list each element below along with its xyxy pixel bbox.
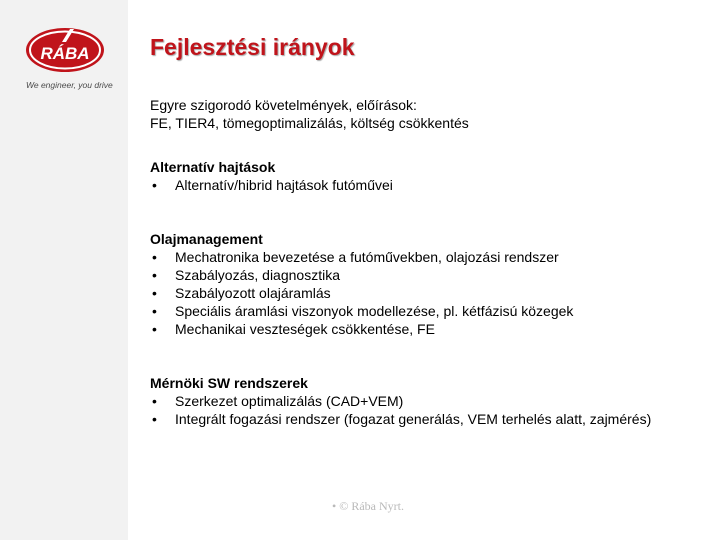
bullet-text: Mechatronika bevezetése a futóművekben, olajozási rendszer <box>175 249 559 265</box>
bullet-item <box>150 266 690 284</box>
bullet-marker: • <box>152 321 157 337</box>
slide-content <box>150 96 690 428</box>
bullet-text: Szabályozás, diagnosztika <box>175 267 340 283</box>
section-heading: Alternatív hajtások <box>150 159 276 175</box>
section-heading: Olajmanagement <box>150 231 263 247</box>
bullet-text: Szerkezet optimalizálás (CAD+VEM) <box>175 393 404 409</box>
slide-title: Fejlesztési irányok <box>150 34 355 60</box>
bullet-marker: • <box>152 303 157 319</box>
bullet-item <box>150 284 690 302</box>
bullet-marker: • <box>152 393 157 409</box>
bullet-marker: • <box>152 177 157 193</box>
bullet-item <box>150 302 690 320</box>
sidebar-band <box>0 0 128 540</box>
bullet-marker: • <box>152 285 157 301</box>
bullet-marker: • <box>152 267 157 283</box>
bullet-item <box>150 392 690 410</box>
bullet-text: Speciális áramlási viszonyok modellezése, pl. kétfázisú közegek <box>175 303 574 319</box>
intro-line: Egyre szigorodó követelmények, előírások: <box>150 97 417 113</box>
brand-tagline: We engineer, you drive <box>26 80 113 90</box>
bullet-marker: • <box>152 411 157 427</box>
bullet-item <box>150 410 690 428</box>
bullet-text: Integrált fogazási rendszer (fogazat generálás, VEM terhelés alatt, zajmérés) <box>175 411 652 427</box>
bullet-item <box>150 248 690 266</box>
logo-text: RÁBA <box>40 44 90 63</box>
intro-line: FE, TIER4, tömegoptimalizálás, költség csökkentés <box>150 115 469 131</box>
bullet-marker: • <box>152 249 157 265</box>
bullet-text: Alternatív/hibrid hajtások futóművei <box>175 177 393 193</box>
bullet-item <box>150 176 690 194</box>
bullet-text: Mechanikai veszteségek csökkentése, FE <box>175 321 435 337</box>
bullet-text: Szabályozott olajáramlás <box>175 285 331 301</box>
bullet-item <box>150 320 690 338</box>
footer-copyright: • © Rába Nyrt. <box>332 499 404 513</box>
section-heading: Mérnöki SW rendszerek <box>150 375 308 391</box>
raba-logo <box>24 26 106 74</box>
